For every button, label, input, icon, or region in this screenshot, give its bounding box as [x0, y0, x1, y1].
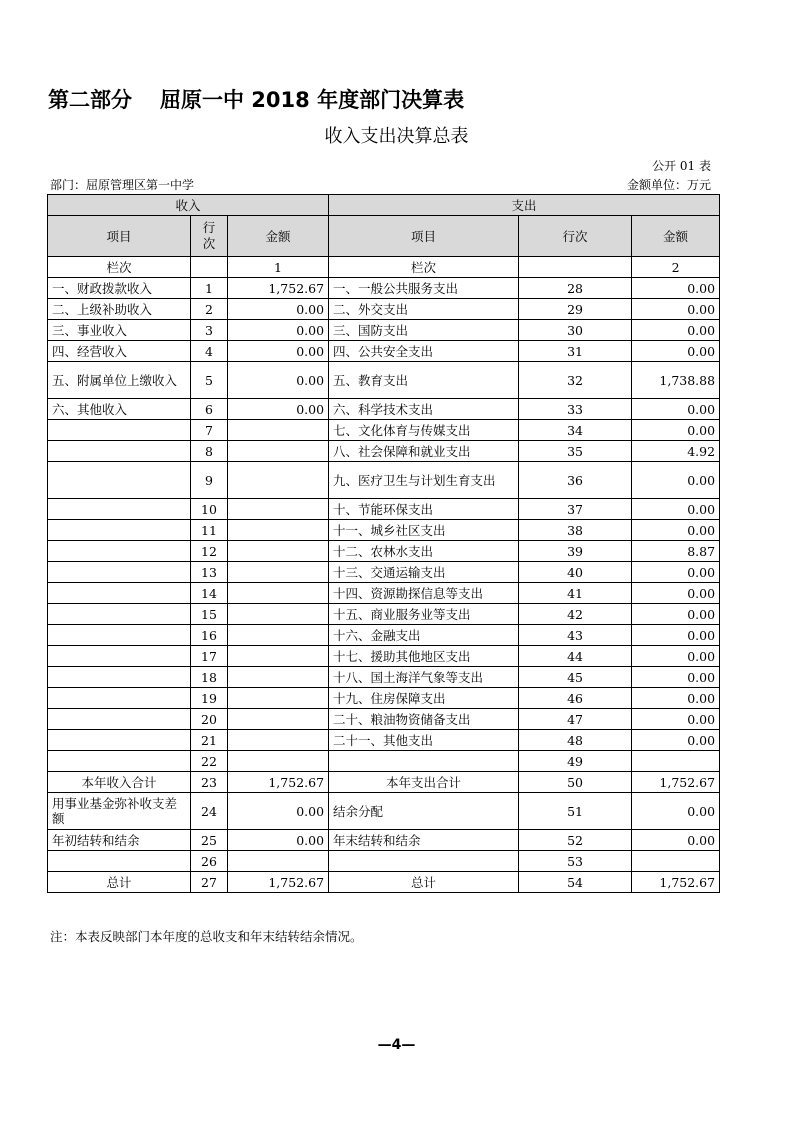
expense-amount: 0.00 — [632, 399, 720, 420]
expense-item: 九、医疗卫生与计划生育支出 — [329, 462, 519, 499]
income-line-no: 20 — [191, 709, 228, 730]
income-line-no: 16 — [191, 625, 228, 646]
table-row — [48, 604, 720, 625]
expense-line-no: 42 — [519, 604, 632, 625]
table-row — [48, 341, 720, 362]
income-item-header: 项目 — [48, 216, 191, 257]
expense-item: 十五、商业服务业等支出 — [329, 604, 519, 625]
table-row — [48, 709, 720, 730]
income-item — [48, 851, 191, 872]
income-amount — [228, 583, 329, 604]
expense-item: 十八、国土海洋气象等支出 — [329, 667, 519, 688]
expense-line-no: 49 — [519, 751, 632, 772]
expense-amount: 0.00 — [632, 625, 720, 646]
income-line-no: 17 — [191, 646, 228, 667]
income-item: 本年收入合计 — [48, 772, 191, 793]
expense-amount: 0.00 — [632, 604, 720, 625]
income-item: 用事业基金弥补收支差额 — [48, 793, 191, 830]
table-row — [48, 499, 720, 520]
income-line-no: 25 — [191, 830, 228, 851]
expense-line-no: 31 — [519, 341, 632, 362]
income-line-no: 3 — [191, 320, 228, 341]
income-item: 年初结转和结余 — [48, 830, 191, 851]
table-row — [48, 688, 720, 709]
table-row — [48, 362, 720, 399]
income-item — [48, 462, 191, 499]
income-line-no: 13 — [191, 562, 228, 583]
expense-item: 十七、援助其他地区支出 — [329, 646, 519, 667]
table-row — [48, 625, 720, 646]
income-line-no: 19 — [191, 688, 228, 709]
expense-item: 结余分配 — [329, 793, 519, 830]
expense-line-no: 46 — [519, 688, 632, 709]
expense-item: 十六、金融支出 — [329, 625, 519, 646]
table-row — [48, 872, 720, 893]
income-amount — [228, 562, 329, 583]
income-line-no: 15 — [191, 604, 228, 625]
income-item — [48, 520, 191, 541]
income-amount — [228, 420, 329, 441]
income-item — [48, 604, 191, 625]
table-row — [48, 583, 720, 604]
part-label: 第二部分 — [48, 88, 132, 112]
income-amount — [228, 730, 329, 751]
column-number-row — [48, 257, 720, 278]
expense-amount: 0.00 — [632, 730, 720, 751]
table-row — [48, 851, 720, 872]
expense-amount: 0.00 — [632, 520, 720, 541]
table-row — [48, 462, 720, 499]
expense-amount: 8.87 — [632, 541, 720, 562]
expense-amount: 0.00 — [632, 562, 720, 583]
expense-amount: 0.00 — [632, 462, 720, 499]
table-row — [48, 562, 720, 583]
income-amount — [228, 709, 329, 730]
expense-item: 十二、农林水支出 — [329, 541, 519, 562]
income-item — [48, 562, 191, 583]
expense-item: 二、外交支出 — [329, 299, 519, 320]
expense-amount: 0.00 — [632, 667, 720, 688]
income-amount-header: 金额 — [228, 216, 329, 257]
table-row — [48, 730, 720, 751]
income-item — [48, 583, 191, 604]
income-amount — [228, 688, 329, 709]
column-header-row — [48, 216, 720, 257]
expense-amount: 1,738.88 — [632, 362, 720, 399]
table-row — [48, 320, 720, 341]
amount-unit-label: 金额单位：万元 — [626, 178, 711, 192]
income-line-no: 26 — [191, 851, 228, 872]
expense-amount: 1,752.67 — [632, 772, 720, 793]
table-row — [48, 646, 720, 667]
expense-amount: 0.00 — [632, 688, 720, 709]
income-line-no: 6 — [191, 399, 228, 420]
income-item: 二、上级补助收入 — [48, 299, 191, 320]
income-line-no: 12 — [191, 541, 228, 562]
table-row — [48, 772, 720, 793]
expense-amount: 4.92 — [632, 441, 720, 462]
income-item — [48, 730, 191, 751]
income-amount — [228, 604, 329, 625]
income-amount: 0.00 — [228, 399, 329, 420]
income-amount — [228, 541, 329, 562]
income-item — [48, 420, 191, 441]
department-label: 部门：屈原管理区第一中学 — [50, 178, 195, 192]
expense-item: 年末结转和结余 — [329, 830, 519, 851]
expense-line-no: 35 — [519, 441, 632, 462]
expense-line-no: 29 — [519, 299, 632, 320]
expense-amount: 0.00 — [632, 499, 720, 520]
expense-item: 五、教育支出 — [329, 362, 519, 399]
table-row — [48, 420, 720, 441]
expense-line-no: 28 — [519, 278, 632, 299]
expense-amount: 0.00 — [632, 420, 720, 441]
expense-line-no: 43 — [519, 625, 632, 646]
page-number: —4— — [377, 1037, 416, 1053]
expense-item: 一、一般公共服务支出 — [329, 278, 519, 299]
income-item: 六、其他收入 — [48, 399, 191, 420]
expense-item: 四、公共安全支出 — [329, 341, 519, 362]
income-item — [48, 441, 191, 462]
section-header-row — [48, 195, 720, 216]
expense-line-no: 32 — [519, 362, 632, 399]
table-row — [48, 830, 720, 851]
expense-line-no: 54 — [519, 872, 632, 893]
expense-amount: 0.00 — [632, 646, 720, 667]
expense-line-no: 39 — [519, 541, 632, 562]
income-line-header: 行 次 — [191, 216, 228, 257]
table-row — [48, 278, 720, 299]
income-line-no: 14 — [191, 583, 228, 604]
income-amount: 0.00 — [228, 793, 329, 830]
income-item — [48, 625, 191, 646]
income-item: 一、财政拨款收入 — [48, 278, 191, 299]
expense-amount: 0.00 — [632, 583, 720, 604]
expense-line-no: 33 — [519, 399, 632, 420]
expense-line-no: 48 — [519, 730, 632, 751]
expense-item — [329, 851, 519, 872]
income-amount — [228, 851, 329, 872]
expense-amount-header: 金额 — [632, 216, 720, 257]
expense-amount: 0.00 — [632, 793, 720, 830]
part-title — [48, 84, 464, 114]
income-amount — [228, 751, 329, 772]
income-item — [48, 709, 191, 730]
part-title-text: 屈原一中 2018 年度部门决算表 — [160, 88, 465, 112]
table-row — [48, 399, 720, 420]
income-item: 五、附属单位上缴收入 — [48, 362, 191, 399]
income-amount: 0.00 — [228, 362, 329, 399]
income-amount — [228, 646, 329, 667]
expense-item: 七、文化体育与传媒支出 — [329, 420, 519, 441]
income-amount: 0.00 — [228, 341, 329, 362]
income-line-no: 21 — [191, 730, 228, 751]
table-row — [48, 751, 720, 772]
income-item — [48, 541, 191, 562]
expense-line-no: 37 — [519, 499, 632, 520]
empty-cell — [191, 257, 228, 278]
expense-item: 十四、资源勘探信息等支出 — [329, 583, 519, 604]
table-row — [48, 520, 720, 541]
income-amount: 1,752.67 — [228, 772, 329, 793]
income-line-no: 5 — [191, 362, 228, 399]
income-amount: 0.00 — [228, 830, 329, 851]
expense-item: 三、国防支出 — [329, 320, 519, 341]
income-line-no: 11 — [191, 520, 228, 541]
income-item — [48, 667, 191, 688]
income-amount: 1,752.67 — [228, 278, 329, 299]
expense-amount — [632, 851, 720, 872]
income-line-no: 2 — [191, 299, 228, 320]
expense-item: 总计 — [329, 872, 519, 893]
expense-amount: 0.00 — [632, 320, 720, 341]
income-item — [48, 646, 191, 667]
income-line-no: 22 — [191, 751, 228, 772]
income-line-no: 24 — [191, 793, 228, 830]
table-row — [48, 441, 720, 462]
expense-amount: 0.00 — [632, 299, 720, 320]
expense-col-number: 2 — [632, 257, 720, 278]
income-line-no: 23 — [191, 772, 228, 793]
expense-item: 十一、城乡社区支出 — [329, 520, 519, 541]
expense-line-no: 40 — [519, 562, 632, 583]
income-item — [48, 751, 191, 772]
income-col-number: 1 — [228, 257, 329, 278]
expense-amount: 0.00 — [632, 709, 720, 730]
expense-line-no: 52 — [519, 830, 632, 851]
income-col-label: 栏次 — [48, 257, 191, 278]
expense-item: 二十、粮油物资储备支出 — [329, 709, 519, 730]
expense-item: 六、科学技术支出 — [329, 399, 519, 420]
expense-line-no: 34 — [519, 420, 632, 441]
expense-amount: 1,752.67 — [632, 872, 720, 893]
table-row — [48, 667, 720, 688]
expense-item: 八、社会保障和就业支出 — [329, 441, 519, 462]
expense-line-no: 38 — [519, 520, 632, 541]
expense-line-no: 47 — [519, 709, 632, 730]
expense-item: 十三、交通运输支出 — [329, 562, 519, 583]
table-row — [48, 299, 720, 320]
expense-item: 十九、住房保障支出 — [329, 688, 519, 709]
expense-item: 十、节能环保支出 — [329, 499, 519, 520]
income-item: 总计 — [48, 872, 191, 893]
expense-item-header: 项目 — [329, 216, 519, 257]
expense-line-no: 36 — [519, 462, 632, 499]
expense-line-header: 行次 — [519, 216, 632, 257]
expense-amount: 0.00 — [632, 830, 720, 851]
expense-item — [329, 751, 519, 772]
income-amount — [228, 499, 329, 520]
income-amount — [228, 667, 329, 688]
table-row — [48, 541, 720, 562]
income-section-header: 收入 — [48, 195, 329, 216]
expense-line-no: 45 — [519, 667, 632, 688]
income-line-no: 10 — [191, 499, 228, 520]
income-line-no: 1 — [191, 278, 228, 299]
income-line-no: 18 — [191, 667, 228, 688]
income-item: 四、经营收入 — [48, 341, 191, 362]
income-expense-table — [47, 194, 720, 893]
expense-line-no: 44 — [519, 646, 632, 667]
income-line-no: 27 — [191, 872, 228, 893]
expense-line-no: 41 — [519, 583, 632, 604]
income-item — [48, 688, 191, 709]
expense-item: 二十一、其他支出 — [329, 730, 519, 751]
expense-line-no: 51 — [519, 793, 632, 830]
income-line-no: 9 — [191, 462, 228, 499]
expense-amount: 0.00 — [632, 278, 720, 299]
income-amount: 0.00 — [228, 299, 329, 320]
income-item — [48, 499, 191, 520]
income-amount — [228, 441, 329, 462]
table-title: 收入支出决算总表 — [324, 126, 469, 147]
income-item: 三、事业收入 — [48, 320, 191, 341]
expense-line-no: 50 — [519, 772, 632, 793]
table-row — [48, 793, 720, 830]
expense-amount: 0.00 — [632, 341, 720, 362]
income-amount: 0.00 — [228, 320, 329, 341]
expense-line-no: 30 — [519, 320, 632, 341]
expense-item: 本年支出合计 — [329, 772, 519, 793]
income-line-no: 4 — [191, 341, 228, 362]
expense-amount — [632, 751, 720, 772]
income-line-no: 7 — [191, 420, 228, 441]
income-amount — [228, 462, 329, 499]
empty-cell — [519, 257, 632, 278]
income-amount — [228, 625, 329, 646]
income-amount: 1,752.67 — [228, 872, 329, 893]
expense-section-header: 支出 — [329, 195, 720, 216]
expense-col-label: 栏次 — [329, 257, 519, 278]
income-line-no: 8 — [191, 441, 228, 462]
income-amount — [228, 520, 329, 541]
table-code: 公开 01 表 — [652, 159, 711, 173]
expense-line-no: 53 — [519, 851, 632, 872]
footnote: 注：本表反映部门本年度的总收支和年末结转结余情况。 — [50, 929, 363, 944]
